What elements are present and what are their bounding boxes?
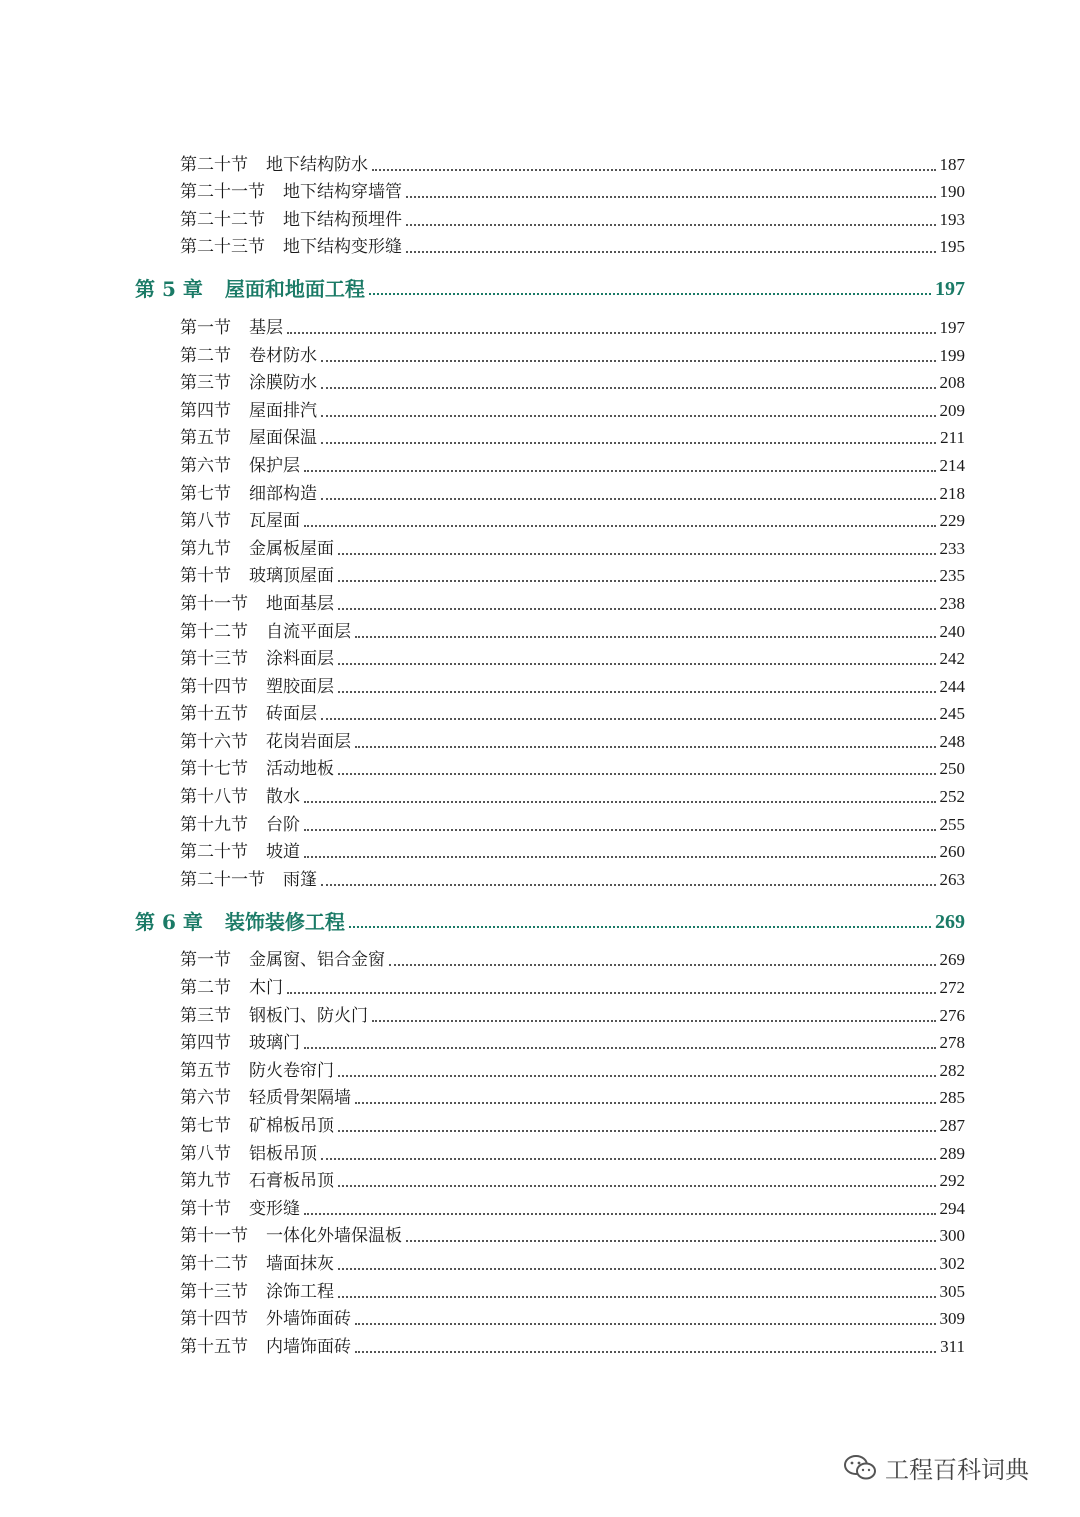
- toc-section-entry: [180, 1330, 965, 1358]
- leader-dots: [338, 1130, 936, 1132]
- entry-page: 300: [939, 1226, 965, 1246]
- entry-page: 248: [939, 731, 965, 751]
- entry-title: 钢板门、防火门: [249, 1005, 368, 1026]
- entry-number: 第二十节: [180, 154, 248, 175]
- entry-number: 第八节: [180, 511, 231, 532]
- leader-dots: [338, 1075, 936, 1077]
- entry-title: 金属窗、铝合金窗: [249, 950, 385, 971]
- entry-number: 第十节: [180, 1198, 231, 1219]
- entry-number: 第十五节: [180, 1336, 248, 1357]
- toc-section-entry: [180, 999, 965, 1027]
- toc-section-entry: [180, 753, 965, 781]
- leader-dots: [355, 1102, 936, 1104]
- entry-number: 第十二节: [180, 621, 248, 642]
- toc-section-entry: [180, 615, 965, 643]
- toc-section-entry: [180, 339, 965, 367]
- entry-title: 金属板屋面: [249, 538, 334, 559]
- entry-page: 211: [940, 428, 965, 448]
- entry-number: 第二十节: [180, 842, 248, 863]
- entry-number: 第九节: [180, 1171, 231, 1192]
- entry-number: 第二节: [180, 978, 231, 999]
- entry-page: 252: [939, 787, 965, 807]
- leader-dots: [338, 580, 936, 582]
- toc-section-entry: [180, 836, 965, 864]
- entry-page: 302: [939, 1253, 965, 1273]
- toc-section-entry: [180, 148, 965, 176]
- entry-page: 309: [939, 1309, 965, 1329]
- toc-section-entry: [180, 1220, 965, 1248]
- entry-number: 第十三节: [180, 649, 248, 670]
- entry-number: 第七节: [180, 483, 231, 504]
- entry-number: 第二十三节: [180, 237, 265, 258]
- entry-page: 190: [939, 182, 965, 202]
- leader-dots: [304, 525, 936, 527]
- toc-section-entry: [180, 1192, 965, 1220]
- entry-number: 第六节: [180, 455, 231, 476]
- toc-section-entry: [180, 1275, 965, 1303]
- toc-section-entry: [180, 780, 965, 808]
- entry-title: 卷材防水: [249, 345, 317, 366]
- leader-dots: [304, 801, 936, 803]
- entry-number: 第十八节: [180, 787, 248, 808]
- entry-page: 287: [939, 1116, 965, 1135]
- entry-title: 砖面层: [266, 704, 317, 725]
- entry-page: 193: [939, 209, 965, 229]
- leader-dots: [389, 964, 936, 966]
- toc-section-entry: [180, 1303, 965, 1331]
- entry-number: 第十一节: [180, 593, 248, 614]
- entry-title: 屋面排汽: [249, 400, 317, 421]
- entry-page: 260: [939, 842, 965, 862]
- toc-section-entry: [180, 477, 965, 505]
- toc-section-entry: [180, 532, 965, 560]
- entry-page: 269: [939, 950, 965, 970]
- entry-number: 第十五节: [180, 704, 248, 725]
- entry-title: 自流平面层: [266, 621, 351, 642]
- entry-number: 第十四节: [180, 676, 248, 697]
- entry-page: 305: [939, 1281, 965, 1301]
- leader-dots: [321, 360, 936, 362]
- entry-number: 第十三节: [180, 1281, 248, 1302]
- leader-dots: [355, 1323, 936, 1325]
- entry-title: 花岗岩面层: [266, 731, 351, 752]
- leader-dots: [321, 387, 936, 389]
- leader-dots: [338, 1296, 936, 1298]
- entry-number: 第三节: [180, 1005, 231, 1026]
- entry-title: 木门: [249, 978, 283, 999]
- entry-title: 内墙饰面砖: [266, 1336, 351, 1357]
- entry-title: 散水: [266, 787, 300, 808]
- entry-title: 地下结构预埋件: [283, 209, 402, 230]
- entry-title: 玻璃顶屋面: [249, 566, 334, 587]
- leader-dots: [338, 691, 936, 693]
- entry-title: 外墙饰面砖: [266, 1309, 351, 1330]
- leader-dots: [338, 608, 936, 610]
- entry-number: 第一节: [180, 317, 231, 338]
- entry-number: 第二十二节: [180, 209, 265, 230]
- entry-page: 245: [939, 704, 965, 724]
- entry-page: 229: [939, 511, 965, 531]
- entry-title: 细部构造: [249, 483, 317, 504]
- entry-number: 第十二节: [180, 1253, 248, 1274]
- leader-dots: [321, 415, 936, 417]
- toc-section-entry: [180, 698, 965, 726]
- entry-number: 第十七节: [180, 759, 248, 780]
- watermark-text: 工程百科词典: [885, 1456, 1029, 1484]
- entry-page: 255: [939, 814, 965, 834]
- entry-title: 坡道: [266, 842, 300, 863]
- leader-dots: [321, 884, 936, 886]
- leader-dots: [355, 636, 936, 638]
- toc-section-entry: [180, 367, 965, 395]
- entry-number: 第九节: [180, 538, 231, 559]
- entry-page: 197: [939, 317, 965, 337]
- leader-dots: [355, 746, 936, 748]
- leader-dots: [304, 1213, 936, 1215]
- entry-title: 变形缝: [249, 1198, 300, 1219]
- leader-dots: [304, 829, 936, 831]
- table-of-contents: [0, 148, 1080, 1358]
- toc-section-entry: [180, 449, 965, 477]
- leader-dots: [321, 498, 936, 500]
- entry-page: 282: [939, 1060, 965, 1080]
- leader-dots: [338, 1185, 936, 1187]
- leader-dots: [338, 1268, 936, 1270]
- entry-title: 轻质骨架隔墙: [249, 1088, 351, 1109]
- leader-dots: [321, 718, 936, 720]
- entry-title: 台阶: [266, 814, 300, 835]
- entry-title: 铝板吊顶: [249, 1143, 317, 1164]
- entry-page: 289: [939, 1143, 965, 1163]
- toc-section-entry: [180, 1137, 965, 1165]
- toc-section-entry: [180, 1082, 965, 1110]
- entry-number: 第一节: [180, 950, 231, 971]
- leader-dots: [372, 1020, 936, 1022]
- toc-section-entry: [180, 1247, 965, 1275]
- entry-title: 装饰装修工程: [224, 909, 345, 934]
- leader-dots: [321, 1158, 936, 1160]
- entry-page: 209: [939, 400, 965, 420]
- toc-section-entry: [180, 808, 965, 836]
- entry-number: 第十九节: [180, 814, 248, 835]
- entry-page: 238: [939, 593, 965, 613]
- toc-chapter-entry: [135, 271, 965, 301]
- toc-section-entry: [180, 670, 965, 698]
- entry-title: 玻璃门: [249, 1033, 300, 1054]
- entry-title: 保护层: [249, 455, 300, 476]
- entry-number: 第四节: [180, 1033, 231, 1054]
- toc-section-entry: [180, 1109, 965, 1137]
- toc-section-entry: [180, 311, 965, 339]
- leader-dots: [372, 169, 936, 171]
- entry-number: 第五节: [180, 1060, 231, 1081]
- entry-number: 第二节: [180, 345, 231, 366]
- leader-dots: [321, 442, 936, 444]
- entry-title: 墙面抹灰: [266, 1253, 334, 1274]
- entry-page: 276: [939, 1005, 965, 1025]
- entry-number: 第七节: [180, 1116, 231, 1136]
- entry-title: 屋面保温: [249, 428, 317, 449]
- entry-title: 雨篷: [283, 869, 317, 890]
- watermark: [843, 1450, 1029, 1485]
- entry-title: 矿棉板吊顶: [249, 1116, 334, 1136]
- entry-page: 214: [939, 455, 965, 475]
- toc-section-entry: [180, 560, 965, 588]
- entry-title: 涂膜防水: [249, 373, 317, 394]
- entry-number: 第十四节: [180, 1309, 248, 1330]
- entry-page: 272: [939, 978, 965, 998]
- entry-title: 活动地板: [266, 759, 334, 780]
- entry-page: 285: [939, 1088, 965, 1108]
- entry-page: 278: [939, 1033, 965, 1053]
- entry-number: 第五节: [180, 428, 231, 449]
- entry-number: 第八节: [180, 1143, 231, 1164]
- toc-section-entry: [180, 203, 965, 231]
- entry-title: 一体化外墙保温板: [266, 1226, 402, 1247]
- toc-section-entry: [180, 176, 965, 204]
- entry-page: 269: [935, 910, 965, 933]
- leader-dots: [369, 293, 931, 295]
- entry-number: 第二十一节: [180, 869, 265, 890]
- entry-page: 208: [939, 373, 965, 393]
- entry-page: 242: [939, 649, 965, 669]
- leader-dots: [304, 856, 936, 858]
- wechat-icon: [843, 1454, 877, 1482]
- leader-dots: [406, 1240, 936, 1242]
- toc-section-entry: [180, 422, 965, 450]
- entry-page: 235: [939, 566, 965, 586]
- entry-number: 第十一节: [180, 1226, 248, 1247]
- toc-section-entry: [180, 1054, 965, 1082]
- entry-title: 地下结构穿墙管: [283, 182, 402, 203]
- entry-page: 218: [939, 483, 965, 503]
- entry-page: 240: [939, 621, 965, 641]
- toc-section-entry: [180, 587, 965, 615]
- leader-dots: [304, 1047, 936, 1049]
- entry-page: 250: [939, 759, 965, 779]
- entry-number: 第三节: [180, 373, 231, 394]
- entry-number: 第十节: [180, 566, 231, 587]
- leader-dots: [287, 332, 936, 334]
- entry-title: 基层: [249, 317, 283, 338]
- toc-section-entry: [180, 1027, 965, 1055]
- leader-dots: [338, 773, 936, 775]
- entry-page: 233: [939, 538, 965, 558]
- entry-page: 292: [939, 1171, 965, 1191]
- entry-number: 第四节: [180, 400, 231, 421]
- entry-page: 187: [939, 154, 965, 174]
- entry-number: 第二十一节: [180, 182, 265, 203]
- leader-dots: [406, 224, 936, 226]
- toc-section-entry: [180, 944, 965, 972]
- leader-dots: [406, 251, 936, 253]
- toc-section-entry: [180, 1165, 965, 1193]
- leader-dots: [338, 553, 936, 555]
- entry-title: 防火卷帘门: [249, 1060, 334, 1081]
- leader-dots: [304, 470, 936, 472]
- toc-section-entry: [180, 394, 965, 422]
- entry-page: 311: [940, 1336, 965, 1356]
- entry-title: 瓦屋面: [249, 511, 300, 532]
- entry-title: 地面基层: [266, 593, 334, 614]
- entry-page: 244: [939, 676, 965, 696]
- entry-number: 第 6 章: [135, 909, 203, 934]
- entry-title: 屋面和地面工程: [224, 277, 365, 302]
- entry-title: 涂料面层: [266, 649, 334, 670]
- entry-page: 195: [939, 237, 965, 257]
- toc-section-entry: [180, 643, 965, 671]
- entry-number: 第 5 章: [135, 277, 203, 302]
- entry-page: 263: [939, 869, 965, 889]
- toc-section-entry: [180, 505, 965, 533]
- leader-dots: [355, 1351, 936, 1353]
- leader-dots: [338, 663, 936, 665]
- entry-title: 石膏板吊顶: [249, 1171, 334, 1192]
- toc-section-entry: [180, 231, 965, 259]
- leader-dots: [406, 196, 936, 198]
- leader-dots: [287, 992, 936, 994]
- entry-title: 地下结构防水: [266, 154, 368, 175]
- entry-page: 294: [939, 1198, 965, 1218]
- entry-title: 地下结构变形缝: [283, 237, 402, 258]
- toc-chapter-entry: [135, 904, 965, 934]
- entry-number: 第六节: [180, 1088, 231, 1109]
- toc-section-entry: [180, 971, 965, 999]
- entry-title: 涂饰工程: [266, 1281, 334, 1302]
- toc-section-entry: [180, 725, 965, 753]
- entry-number: 第十六节: [180, 731, 248, 752]
- entry-title: 塑胶面层: [266, 676, 334, 697]
- entry-page: 199: [939, 345, 965, 365]
- entry-page: 197: [935, 278, 965, 301]
- toc-section-entry: [180, 863, 965, 891]
- leader-dots: [349, 926, 931, 928]
